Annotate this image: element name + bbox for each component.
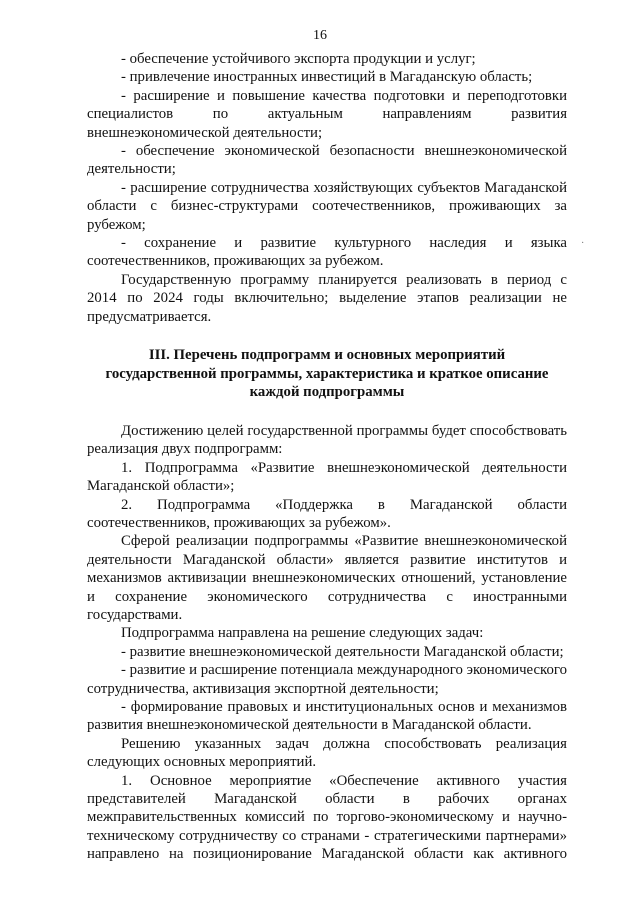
paragraph: 1. Подпрограмма «Развитие внешнеэкономической деятельности Магаданской области»; bbox=[87, 459, 567, 495]
paragraph: - сохранение и развитие культурного наследия и языка соотечественников, проживающих за рубежом. bbox=[87, 235, 567, 270]
document-body bbox=[87, 50, 567, 864]
paragraph: Государственную программу планируется реализовать в период с 2014 по 2024 годы включительно; выделение этапов реализации не предусматривается. bbox=[87, 271, 567, 325]
paragraph: 1. Основное мероприятие «Обеспечение активного участия представителей Магаданской области в рабочих органах межправительственных комиссий по торгово-экономическому и научно-техническому сотрудничеству со странами - стратегическими партнерами» направлено на позиционирование Магаданской области как активного bbox=[87, 772, 567, 863]
paragraph: - расширение и повышение качества подготовки и переподготовки специалистов по актуальным направлениям развития внешнеэкономической деятельности; bbox=[87, 87, 567, 141]
paragraph: Сферой реализации подпрограммы «Развитие внешнеэкономической деятельности Магаданской области» является развитие институтов и механизмов активизации внешнеэкономических отношений, установление и сохранение экономического сотрудничества с иностранными государствами. bbox=[87, 533, 567, 623]
paragraph: - расширение сотрудничества хозяйствующих субъектов Магаданской области с бизнес-структурами соотечественников, проживающих за рубежом; bbox=[87, 179, 567, 233]
paragraph: - развитие и расширение потенциала международного экономического сотрудничества, активизация экспортной деятельности; bbox=[87, 662, 567, 697]
paragraph: - привлечение иностранных инвестиций в Магаданскую область; bbox=[121, 69, 533, 86]
paragraph: Решению указанных задач должна способствовать реализация следующих основных мероприятий. bbox=[87, 735, 567, 771]
scan-speck: · bbox=[581, 238, 585, 249]
paragraph: Достижению целей государственной программы будет способствовать реализация двух подпрограмм: bbox=[87, 422, 567, 458]
section-heading bbox=[87, 346, 567, 402]
section-heading-line: III. Перечень подпрограмм и основных мероприятий bbox=[148, 347, 506, 364]
section-heading-line: каждой подпрограммы bbox=[249, 384, 405, 401]
paragraph: Подпрограмма направлена на решение следующих задач: bbox=[121, 625, 484, 642]
section-heading-line: государственной программы, характеристика и краткое описание bbox=[105, 365, 549, 382]
paragraph: - развитие внешнеэкономической деятельности Магаданской области; bbox=[121, 643, 564, 660]
paragraph: - обеспечение устойчивого экспорта продукции и услуг; bbox=[121, 51, 476, 67]
page-number: 16 bbox=[313, 28, 327, 43]
paragraph: 2. Подпрограмма «Поддержка в Магаданской области соотечественников, проживающих за рубежом». bbox=[87, 496, 567, 531]
paragraph: - обеспечение экономической безопасности внешнеэкономической деятельности; bbox=[87, 143, 567, 178]
paragraph: - формирование правовых и институциональных основ и механизмов развития внешнеэкономической деятельности в Магаданской области. bbox=[87, 698, 567, 734]
